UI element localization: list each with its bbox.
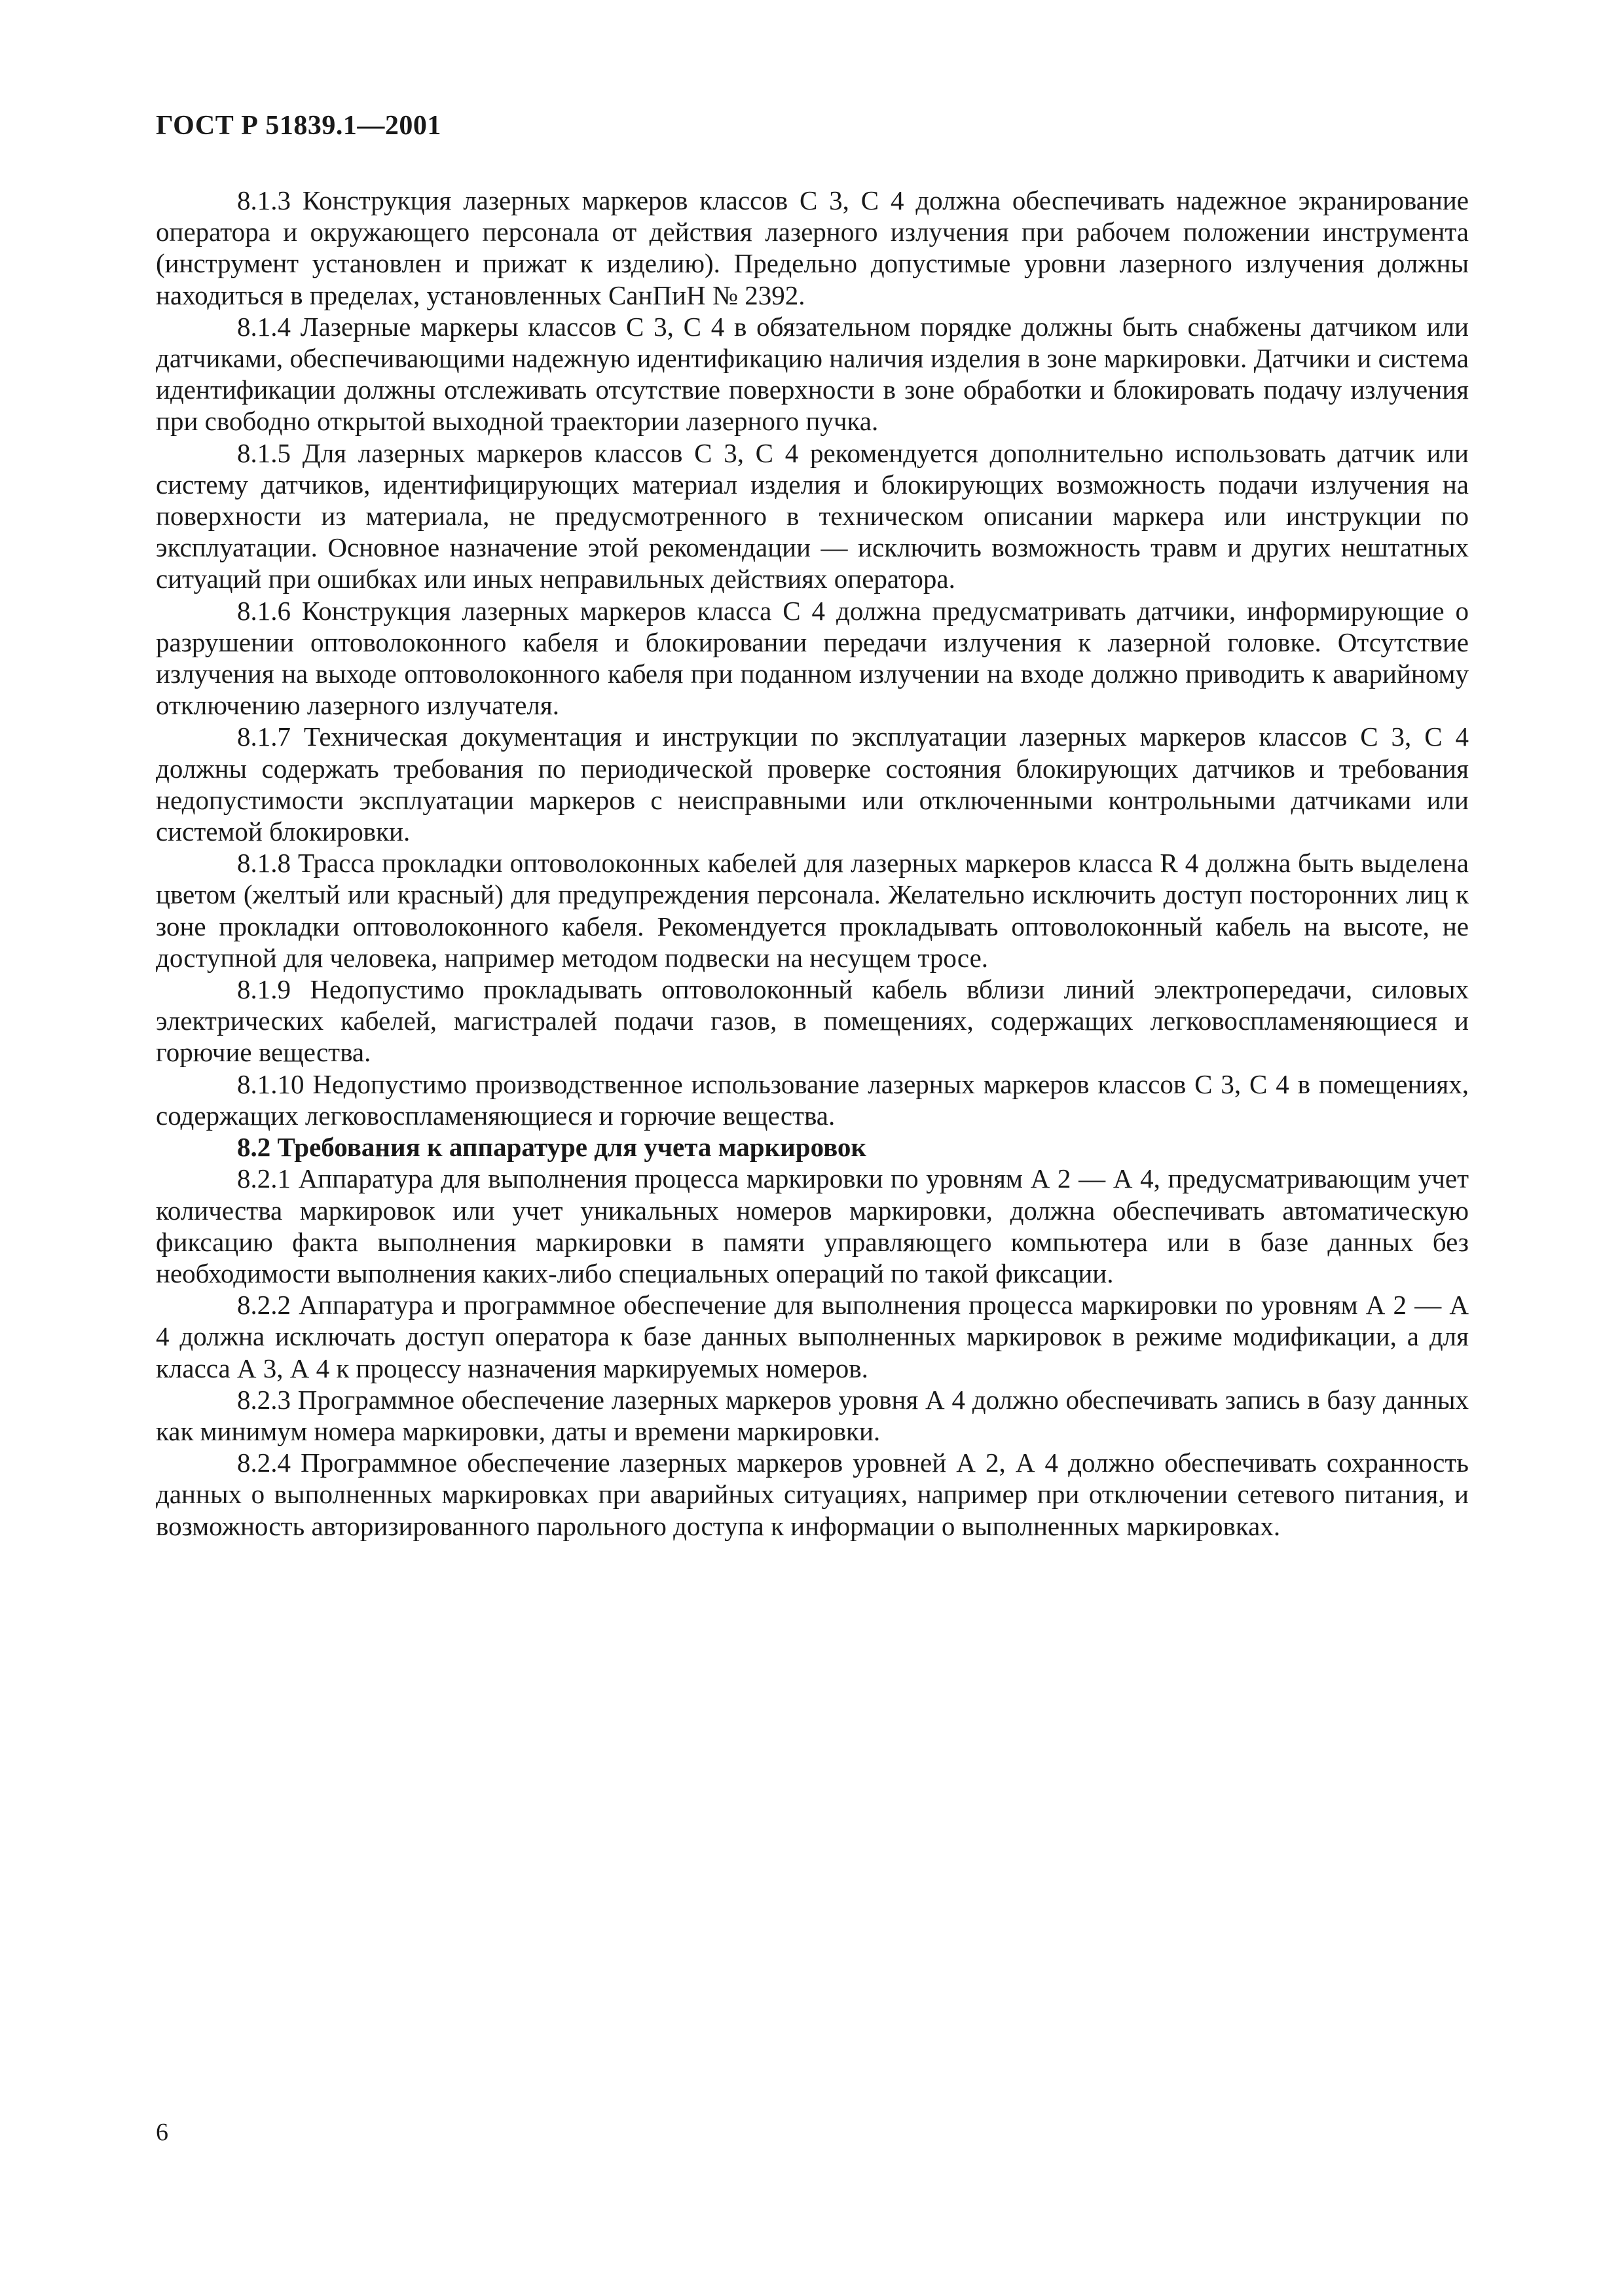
paragraph-8-1-8: 8.1.8 Трасса прокладки оптоволоконных кабелей для лазерных маркеров класса R 4 должна быть выделена цветом (желтый или красный) для предупреждения персонала. Желательно исключить доступ посторонних лиц к зоне прокладки оптоволоконного кабеля. Рекомендуется прокладывать оптоволоконный кабель на высоте, не доступной для человека, например методом подвески на несущем тросе. [156, 848, 1469, 973]
paragraph-8-1-6: 8.1.6 Конструкция лазерных маркеров класса С 4 должна предусматривать датчики, информирующие о разрушении оптоволоконного кабеля и блокировании передачи излучения к лазерной головке. Отсутствие излучения на выходе оптоволоконного кабеля при поданном излучении на входе должно приводить к аварийному отключению лазерного излучателя. [156, 595, 1469, 721]
paragraph-8-1-5: 8.1.5 Для лазерных маркеров классов С 3, С 4 рекомендуется дополнительно использовать датчик или систему датчиков, идентифицирующих материал изделия и блокирующих возможность подачи излучения на поверхности из материала, не предусмотренного в техническом описании маркера или инструкции по эксплуатации. Основное назначение этой рекомендации — исключить возможность травм и других нештатных ситуаций при ошибках или иных неправильных действиях оператора. [156, 437, 1469, 594]
paragraph-8-2-2: 8.2.2 Аппаратура и программное обеспечение для выполнения процесса маркировки по уровням А 2 — А 4 должна исключать доступ оператора к базе данных выполненных маркировок в режиме модификации, а для класса А 3, А 4 к процессу назначения маркируемых номеров. [156, 1290, 1469, 1383]
section-heading-8-2: 8.2 Требования к аппаратуре для учета маркировок [237, 1132, 867, 1163]
paragraph-8-1-10: 8.1.10 Недопустимо производственное использование лазерных маркеров классов С 3, С 4 в помещениях, содержащих легковоспламеняющиеся и горючие вещества. [156, 1068, 1469, 1131]
paragraph-8-1-7: 8.1.7 Техническая документация и инструкции по эксплуатации лазерных маркеров классов С 3, С 4 должны содержать требования по периодической проверке состояния блокирующих датчиков и требования недопустимости эксплуатации маркеров с неисправными или отключенными контрольными датчиками или системой блокировки. [156, 721, 1469, 847]
paragraph-8-1-4: 8.1.4 Лазерные маркеры классов С 3, С 4 в обязательном порядке должны быть снабжены датчиком или датчиками, обеспечивающими надежную идентификацию наличия изделия в зоне маркировки. Датчики и система идентификации должны отслеживать отсутствие поверхности в зоне обработки и блокировать подачу излучения при свободно открытой выходной траектории лазерного пучка. [156, 311, 1469, 437]
paragraph-8-1-3: 8.1.3 Конструкция лазерных маркеров классов С 3, С 4 должна обеспечивать надежное экранирование оператора и окружающего персонала от действия лазерного излучения при рабочем положении инструмента (инструмент установлен и прижат к изделию). Предельно допустимые уровни лазерного излучения должны находиться в пределах, установленных СанПиН № 2392. [156, 185, 1469, 310]
page-number: 6 [156, 2119, 168, 2146]
paragraph-8-2-1: 8.2.1 Аппаратура для выполнения процесса маркировки по уровням А 2 — А 4, предусматривающим учет количества маркировок или учет уникальных номеров маркировки, должна обеспечивать автоматическую фиксацию факта выполнения маркировки в памяти управляющего компьютера или в базе данных без необходимости выполнения каких-либо специальных операций по такой фиксации. [156, 1163, 1469, 1288]
paragraph-8-2-3: 8.2.3 Программное обеспечение лазерных маркеров уровня А 4 должно обеспечивать запись в базу данных как минимум номера маркировки, даты и времени маркировки. [156, 1384, 1469, 1446]
standard-header: ГОСТ Р 51839.1—2001 [156, 111, 441, 141]
document-body [156, 185, 1469, 1542]
paragraph-8-1-9: 8.1.9 Недопустимо прокладывать оптоволоконный кабель вблизи линий электропередачи, силовых электрических кабелей, магистралей подачи газов, в помещениях, содержащих легковоспламеняющиеся и горючие вещества. [156, 974, 1469, 1068]
paragraph-8-2-4: 8.2.4 Программное обеспечение лазерных маркеров уровней А 2, А 4 должно обеспечивать сохранность данных о выполненных маркировках при аварийных ситуациях, например при отключении сетевого питания, и возможность авторизированного парольного доступа к информации о выполненных маркировках. [156, 1448, 1469, 1541]
